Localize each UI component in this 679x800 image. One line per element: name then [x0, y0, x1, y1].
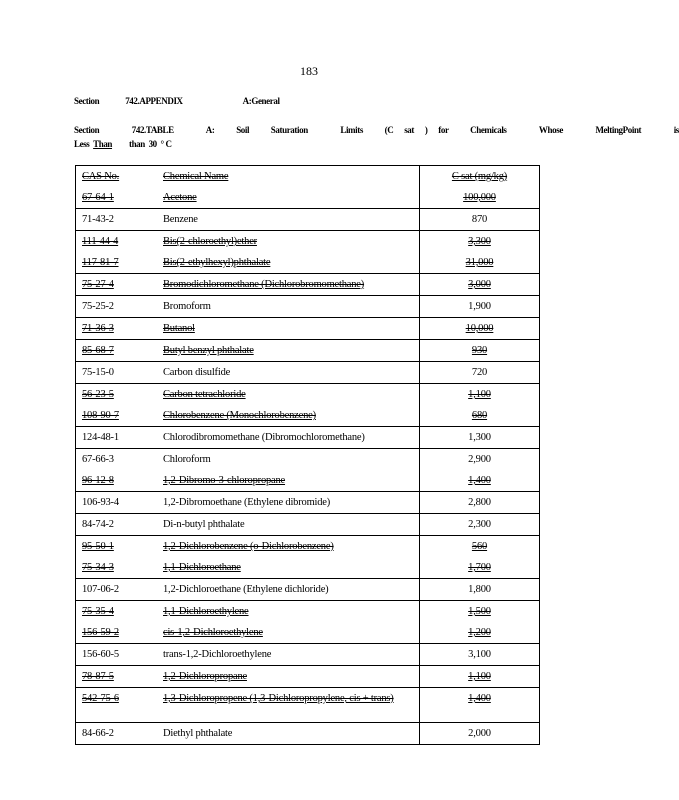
cas-number: 85-68-7 [82, 345, 114, 356]
cas-number: 75-25-2 [82, 301, 114, 312]
chemical-line [82, 384, 413, 405]
chemical-line [82, 340, 413, 361]
section-title: A:General [242, 96, 280, 106]
chemical-name: cis-1,2-Dichloroethylene [163, 627, 263, 638]
csat-value: 2,800 [468, 497, 491, 508]
csat-value-line [426, 274, 533, 295]
csat-cell [420, 601, 540, 644]
chemical-line [82, 209, 413, 230]
csat-cell [420, 579, 540, 601]
saturation-limits-table [75, 165, 540, 745]
cas-name-cell [76, 209, 420, 231]
cas-name-cell [76, 514, 420, 536]
cas-number: 108-90-7 [82, 410, 119, 421]
cas-name-cell [76, 296, 420, 318]
table-row [76, 296, 540, 318]
csat-cell [420, 536, 540, 579]
csat-cell [420, 514, 540, 536]
table-row [76, 579, 540, 601]
chemical-name: Di-n-butyl phthalate [163, 519, 245, 530]
csat-value: 2,000 [468, 728, 491, 739]
chemical-name: Acetone [163, 192, 197, 203]
csat-value-line [426, 666, 533, 687]
chemical-name: 1,1-Dichloroethane [163, 562, 241, 573]
csat-cell [420, 340, 540, 362]
csat-value-line [426, 492, 533, 513]
cas-number: 75-27-4 [82, 279, 114, 290]
cas-number: 78-87-5 [82, 671, 114, 682]
chemical-name: Chloroform [163, 454, 211, 465]
table-row [76, 723, 540, 745]
chemical-name: 1,2-Dichloropropane [163, 671, 247, 682]
csat-value-line [426, 514, 533, 535]
cas-number: 75-15-0 [82, 367, 114, 378]
chemical-name: 1,2-Dichloroethane (Ethylene dichloride) [163, 584, 329, 595]
csat-value: 100,000 [463, 192, 496, 203]
cas-number: 84-74-2 [82, 519, 114, 530]
cas-number: 96-12-8 [82, 475, 114, 486]
chemical-name: 1,2-Dichlorobenzene (o-Dichlorobenzene) [163, 541, 334, 552]
csat-cell [420, 318, 540, 340]
chemical-line [82, 318, 413, 339]
chemical-line [82, 274, 413, 295]
chemical-name: Carbon tetrachloride [163, 389, 246, 400]
csat-cell [420, 666, 540, 688]
cas-number: 71-36-3 [82, 323, 114, 334]
csat-cell [420, 166, 540, 209]
chemical-name: 1,2-Dibromoethane (Ethylene dibromide) [163, 497, 331, 508]
csat-value-line [426, 601, 533, 622]
csat-value-line [426, 557, 533, 578]
cas-number: 75-34-3 [82, 562, 114, 573]
csat-value: 1,300 [468, 432, 491, 443]
cas-name-cell [76, 644, 420, 666]
chemical-line [82, 187, 413, 208]
chemical-line [82, 492, 413, 513]
chemical-line [82, 470, 413, 491]
cas-number: 67-66-3 [82, 454, 114, 465]
chemical-name: Benzene [163, 214, 198, 225]
cas-name-cell [76, 340, 420, 362]
csat-value-line [426, 449, 533, 470]
csat-value: 10,000 [465, 323, 494, 334]
cas-name-cell [76, 166, 420, 209]
csat-value-line [426, 622, 533, 643]
table-row [76, 688, 540, 723]
csat-value-line [426, 688, 533, 709]
table-row [76, 340, 540, 362]
csat-value: 720 [471, 367, 488, 378]
chemical-line [82, 644, 413, 665]
csat-value: 1,400 [468, 475, 491, 486]
table-row [76, 362, 540, 384]
name-header: Chemical Name [163, 171, 229, 182]
csat-value: 1,700 [468, 562, 491, 573]
chemical-name: Chlorodibromomethane (Dibromochloromethane) [163, 432, 365, 443]
header-line [82, 166, 413, 187]
csat-value: 1,800 [468, 584, 491, 595]
cas-number: 106-93-4 [82, 497, 119, 508]
csat-value: 1,500 [468, 606, 491, 617]
cas-number: 84-66-2 [82, 728, 114, 739]
table-row [76, 166, 540, 209]
chemical-name: Butyl benzyl phthalate [163, 345, 254, 356]
cas-number: 56-23-5 [82, 389, 114, 400]
csat-value-line [426, 723, 533, 744]
cas-number: 117-81-7 [82, 257, 119, 268]
csat-value-line [426, 296, 533, 317]
chemical-line [82, 231, 413, 252]
less-text: Less [74, 139, 90, 149]
chemical-line [82, 622, 413, 643]
csat-cell [420, 688, 540, 723]
cas-number: 95-50-1 [82, 541, 114, 552]
title-rest: than 30 ° C [128, 139, 172, 149]
csat-value: 680 [471, 410, 488, 421]
csat-value-line [426, 362, 533, 383]
chemical-line [82, 536, 413, 557]
csat-value-line [426, 536, 533, 557]
csat-value: 1,900 [468, 301, 491, 312]
chemical-name: Bromoform [163, 301, 211, 312]
csat-value-line [426, 644, 533, 665]
table-row [76, 492, 540, 514]
cas-name-cell [76, 579, 420, 601]
cas-number: 542-75-6 [82, 693, 119, 704]
csat-cell [420, 492, 540, 514]
table-row [76, 427, 540, 449]
table-row [76, 449, 540, 492]
csat-value: 2,300 [468, 519, 491, 530]
csat-cell [420, 449, 540, 492]
chemical-name: Butanol [163, 323, 195, 334]
cas-name-cell [76, 384, 420, 427]
csat-value-line [426, 427, 533, 448]
chemical-line [82, 252, 413, 273]
cas-header: CAS No. [82, 171, 120, 182]
table-row [76, 231, 540, 274]
csat-value: 1,400 [468, 693, 491, 704]
chemical-name: 1,1-Dichloroethylene [163, 606, 249, 617]
chemical-line [82, 449, 413, 470]
table-row [76, 318, 540, 340]
table-row [76, 601, 540, 644]
table-row [76, 384, 540, 427]
csat-value: 3,000 [468, 279, 491, 290]
csat-cell [420, 644, 540, 666]
csat-value-line [426, 252, 533, 273]
csat-cell [420, 209, 540, 231]
csat-cell [420, 723, 540, 745]
csat-value-line [426, 318, 533, 339]
csat-value: 3,300 [468, 236, 491, 247]
csat-value-line [426, 340, 533, 361]
chemical-name: 1,2-Dibromo-3-chloropropane [163, 475, 286, 486]
chemical-name: Carbon disulfide [163, 367, 231, 378]
chemical-line [82, 362, 413, 383]
chemical-line [82, 601, 413, 622]
cas-name-cell [76, 601, 420, 644]
csat-value: 2,900 [468, 454, 491, 465]
cas-name-cell [76, 274, 420, 296]
cas-name-cell [76, 449, 420, 492]
cas-number: 111-44-4 [82, 236, 119, 247]
cas-name-cell [76, 492, 420, 514]
cas-number: 124-48-1 [82, 432, 119, 443]
cas-name-cell [76, 688, 420, 723]
cas-number: 156-60-5 [82, 649, 119, 660]
table-row [76, 274, 540, 296]
csat-value-line [426, 470, 533, 491]
csat-value: 930 [471, 345, 488, 356]
section-number: 742.APPENDIX [125, 96, 183, 106]
csat-value: 31,000 [465, 257, 494, 268]
table-row [76, 514, 540, 536]
csat-cell [420, 296, 540, 318]
csat-value: 1,100 [468, 389, 491, 400]
csat-value: 560 [471, 541, 488, 552]
chemical-line [82, 427, 413, 448]
csat-cell [420, 384, 540, 427]
cas-name-cell [76, 536, 420, 579]
csat-value-line [426, 579, 533, 600]
chemical-name: 1,3-Dichloropropene (1,3-Dichloropropylene, cis + trans) [163, 693, 394, 704]
csat-value-line [426, 209, 533, 230]
chemical-line [82, 514, 413, 535]
page-number: 183 [300, 64, 318, 78]
deleted-than: Than [93, 139, 113, 149]
chemical-line [82, 723, 413, 744]
chemical-name: Bromodichloromethane (Dichlorobromomethane) [163, 279, 365, 290]
table-title: Section 742.TABLE A: Soil Saturation Limits (C sat ) for Chemicals Whose MeltingPoint is [74, 125, 679, 135]
csat-value-line [426, 384, 533, 405]
csat-value: 1,100 [468, 671, 491, 682]
cas-number: 107-06-2 [82, 584, 119, 595]
csat-cell [420, 274, 540, 296]
table-title-line2 [74, 139, 172, 149]
cas-name-cell [76, 723, 420, 745]
chemical-line [82, 557, 413, 578]
chemical-name: Chlorobenzene (Monochlorobenzene) [163, 410, 316, 421]
cas-name-cell [76, 427, 420, 449]
csat-header-text: C sat (mg/kg) [451, 171, 508, 182]
table-row [76, 209, 540, 231]
cas-name-cell [76, 231, 420, 274]
chemical-line [82, 296, 413, 317]
csat-value-line [426, 405, 533, 426]
csat-cell [420, 231, 540, 274]
section-heading [74, 96, 280, 106]
table-row [76, 536, 540, 579]
table-row [76, 644, 540, 666]
chemical-line [82, 405, 413, 426]
section-label: Section [74, 96, 100, 106]
csat-value: 3,100 [468, 649, 491, 660]
cas-name-cell [76, 362, 420, 384]
chemical-name: trans-1,2-Dichloroethylene [163, 649, 272, 660]
cas-number: 156-59-2 [82, 627, 119, 638]
csat-value-line [426, 187, 533, 208]
csat-value: 1,200 [468, 627, 491, 638]
chemical-name: Diethyl phthalate [163, 728, 233, 739]
csat-value-line [426, 231, 533, 252]
chemical-line [82, 666, 413, 687]
cas-name-cell [76, 666, 420, 688]
chemical-name: Bis(2-chloroethyl)ether [163, 236, 257, 247]
cas-number: 67-64-1 [82, 192, 114, 203]
csat-cell [420, 362, 540, 384]
table-row [76, 666, 540, 688]
cas-number: 75-35-4 [82, 606, 114, 617]
csat-header [426, 166, 533, 187]
chemical-line [82, 688, 413, 722]
cas-number: 71-43-2 [82, 214, 114, 225]
csat-cell [420, 427, 540, 449]
chemical-line [82, 579, 413, 600]
chemical-name: Bis(2-ethylhexyl)phthalate [163, 257, 271, 268]
cas-name-cell [76, 318, 420, 340]
csat-value: 870 [471, 214, 488, 225]
